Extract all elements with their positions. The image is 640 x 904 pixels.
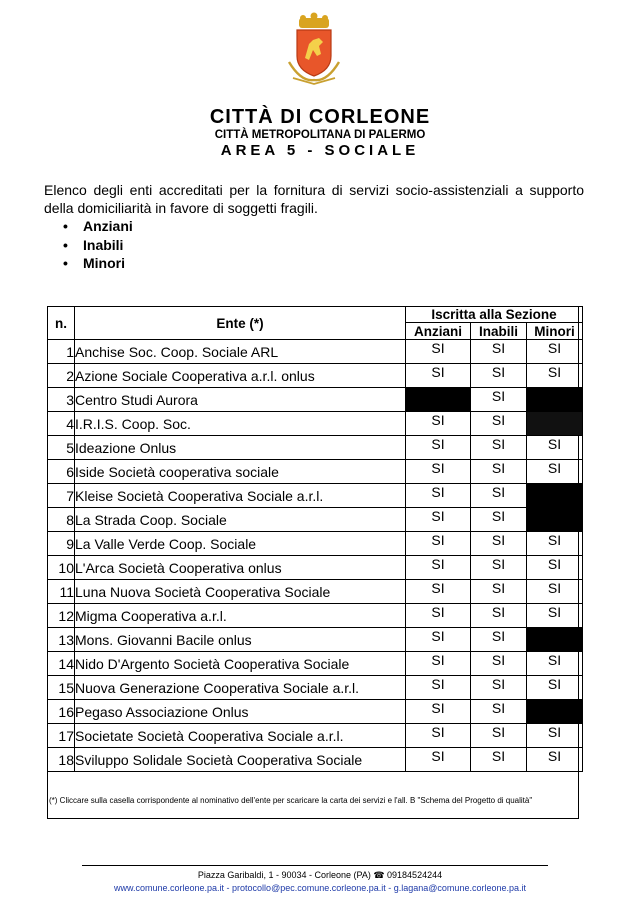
table-row — [48, 484, 583, 508]
row-number: 5 — [48, 436, 75, 460]
section-item-anziani: • Anziani — [44, 217, 133, 236]
footer-address: Piazza Garibaldi, 1 - 90034 - Corleone (PA) ☎ 09184524244 — [197, 870, 443, 880]
row-inabili: SI — [471, 652, 527, 676]
row-anziani: SI — [406, 700, 471, 724]
row-minori: SI — [527, 364, 583, 388]
row-minori: SI — [527, 556, 583, 580]
row-inabili: SI — [471, 748, 527, 772]
table-row — [48, 460, 583, 484]
row-number: 9 — [48, 532, 75, 556]
row-number: 16 — [48, 700, 75, 724]
row-number: 17 — [48, 724, 75, 748]
row-ente-link[interactable]: Iside Società cooperativa sociale — [75, 460, 406, 484]
row-inabili: SI — [471, 412, 527, 436]
row-anziani: SI — [406, 652, 471, 676]
row-number: 14 — [48, 652, 75, 676]
row-anziani: SI — [406, 436, 471, 460]
row-number: 4 — [48, 412, 75, 436]
column-header-anziani: Anziani — [406, 323, 471, 340]
table-row — [48, 580, 583, 604]
row-minori — [527, 388, 583, 412]
row-minori: SI — [527, 652, 583, 676]
table-row — [48, 556, 583, 580]
table-row — [48, 724, 583, 748]
row-ente-link[interactable]: Centro Studi Aurora — [75, 388, 406, 412]
row-ente-link[interactable]: Luna Nuova Società Cooperativa Sociale — [75, 580, 406, 604]
row-anziani: SI — [406, 340, 471, 364]
row-ente-link[interactable]: Ideazione Onlus — [75, 436, 406, 460]
row-inabili: SI — [471, 460, 527, 484]
section-item-minori: • Minori — [44, 254, 133, 273]
row-number: 3 — [48, 388, 75, 412]
column-header-ente: Ente (*) — [75, 307, 406, 340]
table-body — [48, 340, 583, 772]
column-header-inabili: Inabili — [471, 323, 527, 340]
page-footer — [0, 869, 640, 895]
row-inabili: SI — [471, 724, 527, 748]
intro-text: Elenco degli enti accreditati per la fornitura di servizi socio-assistenziali a supporto della domiciliarità in favore di soggetti fragili. — [44, 182, 584, 216]
row-inabili: SI — [471, 340, 527, 364]
row-number: 6 — [48, 460, 75, 484]
row-ente-link[interactable]: Kleise Società Cooperativa Sociale a.r.l. — [75, 484, 406, 508]
row-number: 7 — [48, 484, 75, 508]
row-ente-link[interactable]: Azione Sociale Cooperativa a.r.l. onlus — [75, 364, 406, 388]
row-anziani: SI — [406, 484, 471, 508]
row-anziani: SI — [406, 580, 471, 604]
row-ente-link[interactable]: I.R.I.S. Coop. Soc. — [75, 412, 406, 436]
row-anziani: SI — [406, 508, 471, 532]
row-anziani: SI — [406, 532, 471, 556]
row-minori: SI — [527, 340, 583, 364]
row-anziani: SI — [406, 412, 471, 436]
row-inabili: SI — [471, 580, 527, 604]
row-minori — [527, 484, 583, 508]
row-minori: SI — [527, 580, 583, 604]
row-inabili: SI — [471, 700, 527, 724]
row-inabili: SI — [471, 388, 527, 412]
row-ente-link[interactable]: Nido D'Argento Società Cooperativa Sociale — [75, 652, 406, 676]
section-item-inabili: • Inabili — [44, 236, 133, 255]
row-minori: SI — [527, 460, 583, 484]
table-row — [48, 652, 583, 676]
row-ente-link[interactable]: Nuova Generazione Cooperativa Sociale a.r.l. — [75, 676, 406, 700]
row-minori — [527, 700, 583, 724]
row-ente-link[interactable]: Societate Società Cooperativa Sociale a.r.l. — [75, 724, 406, 748]
row-minori — [527, 508, 583, 532]
row-minori — [527, 628, 583, 652]
row-anziani: SI — [406, 604, 471, 628]
row-inabili: SI — [471, 628, 527, 652]
entities-table — [47, 306, 583, 772]
row-number: 12 — [48, 604, 75, 628]
row-inabili: SI — [471, 532, 527, 556]
row-inabili: SI — [471, 436, 527, 460]
page-subtitle: CITTÀ METROPOLITANA DI PALERMO — [214, 129, 426, 141]
row-minori: SI — [527, 532, 583, 556]
row-minori: SI — [527, 676, 583, 700]
footer-links[interactable]: www.comune.corleone.pa.it - protocollo@pec.comune.corleone.pa.it - g.lagana@comune.corleone.pa.it — [113, 883, 526, 893]
footer-divider — [82, 865, 548, 866]
row-minori: SI — [527, 604, 583, 628]
row-inabili: SI — [471, 484, 527, 508]
row-inabili: SI — [471, 364, 527, 388]
column-header-minori: Minori — [527, 323, 583, 340]
table-row — [48, 532, 583, 556]
row-anziani: SI — [406, 556, 471, 580]
table-row — [48, 508, 583, 532]
row-anziani: SI — [406, 628, 471, 652]
row-ente-link[interactable]: Anchise Soc. Coop. Sociale ARL — [75, 340, 406, 364]
row-ente-link[interactable]: Sviluppo Solidale Società Cooperativa Sociale — [75, 748, 406, 772]
row-ente-link[interactable]: Migma Cooperativa a.r.l. — [75, 604, 406, 628]
table-row — [48, 604, 583, 628]
row-number: 8 — [48, 508, 75, 532]
page-title: CITTÀ DI CORLEONE — [209, 106, 431, 128]
row-ente-link[interactable]: Pegaso Associazione Onlus — [75, 700, 406, 724]
column-group-header: Iscritta alla Sezione — [406, 307, 583, 323]
row-ente-link[interactable]: L'Arca Società Cooperativa onlus — [75, 556, 406, 580]
table-footnote: (*) Cliccare sulla casella corrispondente al nominativo dell'ente per scaricare la carta dei servizi e l'all. B "Schema del Progetto di qualità" — [49, 796, 533, 805]
row-minori: SI — [527, 436, 583, 460]
row-minori — [527, 412, 583, 436]
table-row — [48, 364, 583, 388]
row-ente-link[interactable]: La Strada Coop. Sociale — [75, 508, 406, 532]
row-number: 18 — [48, 748, 75, 772]
document-header — [0, 106, 640, 160]
row-number: 13 — [48, 628, 75, 652]
row-ente-link[interactable]: Mons. Giovanni Bacile onlus — [75, 628, 406, 652]
row-anziani — [406, 388, 471, 412]
row-anziani: SI — [406, 676, 471, 700]
row-number: 11 — [48, 580, 75, 604]
table-row — [48, 700, 583, 724]
row-number: 15 — [48, 676, 75, 700]
table-row — [48, 340, 583, 364]
row-inabili: SI — [471, 676, 527, 700]
row-inabili: SI — [471, 556, 527, 580]
table-row — [48, 748, 583, 772]
row-minori: SI — [527, 748, 583, 772]
table-row — [48, 388, 583, 412]
area-title: AREA 5 - SOCIALE — [220, 142, 420, 159]
row-minori: SI — [527, 724, 583, 748]
row-anziani: SI — [406, 460, 471, 484]
row-ente-link[interactable]: La Valle Verde Coop. Sociale — [75, 532, 406, 556]
table-row — [48, 676, 583, 700]
row-inabili: SI — [471, 604, 527, 628]
row-inabili: SI — [471, 508, 527, 532]
row-anziani: SI — [406, 748, 471, 772]
row-number: 2 — [48, 364, 75, 388]
table-row — [48, 436, 583, 460]
row-anziani: SI — [406, 724, 471, 748]
table-row — [48, 412, 583, 436]
section-list — [44, 217, 133, 273]
row-anziani: SI — [406, 364, 471, 388]
table-row — [48, 628, 583, 652]
row-number: 10 — [48, 556, 75, 580]
city-crest-icon — [283, 12, 345, 86]
row-number: 1 — [48, 340, 75, 364]
column-header-number: n. — [48, 307, 75, 340]
